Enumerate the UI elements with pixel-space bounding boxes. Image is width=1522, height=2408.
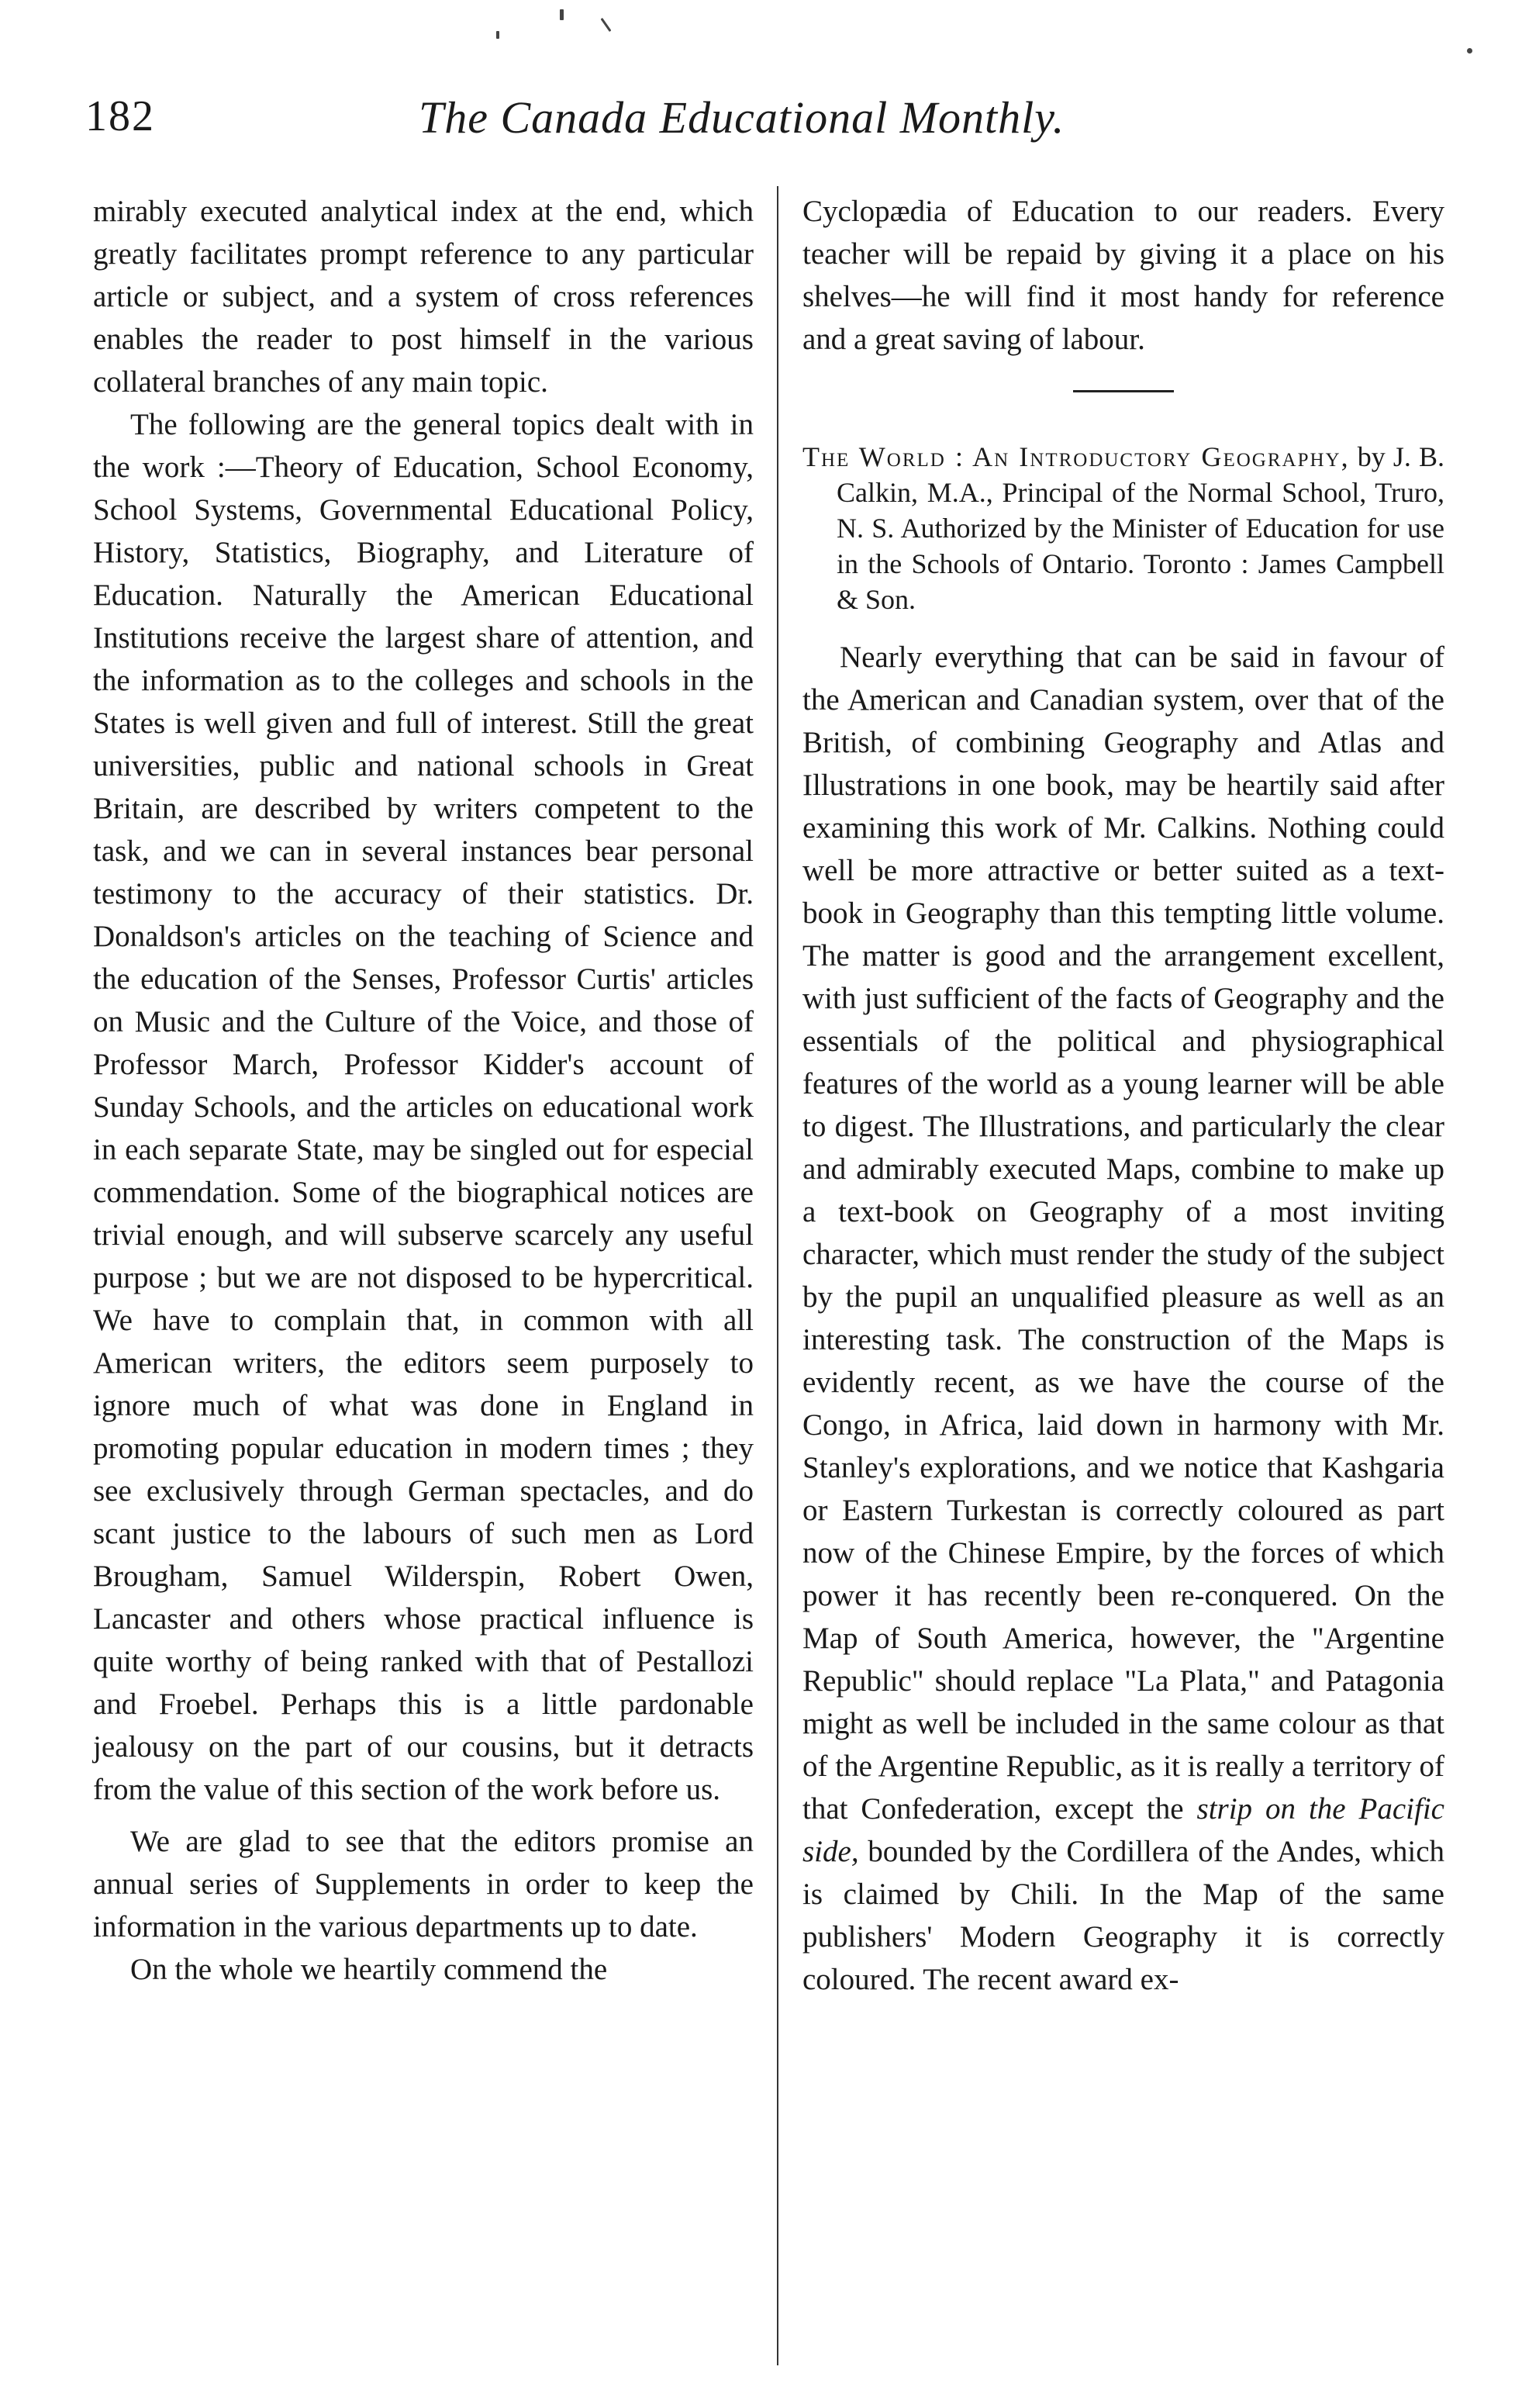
book-details: by J. B. Calkin, M.A., Principal of the Normal School, Truro, N. S. Authorized by the Minister of Education for use in the Schools of Ontario. Toronto : James Campbell & Son.: [837, 441, 1444, 615]
section-divider: [1073, 390, 1174, 392]
page-number: 182: [85, 92, 155, 140]
review-text-b: bounded by the Cordillera of the Andes, which is claimed by Chili. In the Map of the same publishers' Modern Geography it is correctly coloured. The recent award ex-: [802, 1835, 1445, 1996]
book-title: The World : An Introductory Geography,: [802, 441, 1350, 472]
scan-mark: [560, 9, 564, 20]
review-text-italic: strip on the Pacific side,: [802, 1792, 1444, 1868]
right-column: [802, 190, 1444, 2001]
left-paragraph-1: mirably executed analytical index at the end, which greatly facilitates prompt reference to any particular article or subject, and a system of cross references enables the reader to post himself in the various collateral branches of any main topic.: [93, 195, 754, 399]
page-header: [85, 84, 1468, 154]
review-text-a: Nearly everything that can be said in favour of the American and Canadian system, over that of the British, of combining Geography and Atlas and Illustrations in one book, may be heartily said after examining this work of Mr. Calkins. Nothing could well be more attractive or better suited as a text-book in Geography than this tempting little volume. The matter is good and the arrangement excellent, with just sufficient of the facts of Geography and the essentials of the political and physiographical features of the world as a young learner will be able to digest. The Illustrations, and particularly the clear and admirably executed Maps, combine to make up a text-book on Geography of a most inviting character, which must render the study of the subject by the pupil an unqualified pleasure as well as an interesting task. The construction of the Maps is evidently recent, as we have the course of the Congo, in Africa, laid down in harmony with Mr. Stanley's explorations, and we notice that Kashgaria or Eastern Turkestan is correctly coloured as part now of the Chinese Empire, by the forces of which power it has recently been re-conquered. On the Map of South America, however, the "Argentine Republic" should replace "La Plata," and Patagonia might as well be included in the same colour as that of the Argentine Republic, as it is really a territory of that Confederation, except the: [802, 641, 1444, 1826]
left-paragraph-3: We are glad to see that the editors promise an annual series of Supplements in order to keep the information in the various departments up to date.: [93, 1825, 754, 1943]
scan-mark: [601, 18, 612, 32]
left-column: [93, 190, 754, 1991]
scan-mark: [496, 31, 499, 39]
right-paragraph-2: [802, 636, 1444, 2001]
right-paragraph-1: Cyclopædia of Education to our readers. Every teacher will be repaid by giving it a place on his shelves—he will find it most handy for reference and a great saving of labour.: [802, 195, 1444, 356]
left-paragraph-2: The following are the general topics dealt with in the work :—Theory of Education, School Economy, School Systems, Governmental Educational Policy, History, Statistics, Biography, and Literature of Education. Naturally the American Educational Institutions receive the largest share of attention, and the information as to the colleges and schools in the States is well given and full of interest. Still the great universities, public and national schools in Great Britain, are described by writers competent to the task, and we can in several instances bear personal testimony to the accuracy of their statistics. Dr. Donaldson's articles on the teaching of Science and the education of the Senses, Professor Curtis' articles on Music and the Culture of the Voice, and those of Professor March, Professor Kidder's account of Sunday Schools, and the articles on educational work in each separate State, may be singled out for especial commendation. Some of the biographical notices are trivial enough, and will subserve scarcely any useful purpose ; but we are not disposed to be hypercritical. We have to complain that, in common with all American writers, the editors seem purposely to ignore much of what was done in England in promoting popular education in modern times ; they see exclusively through German spectacles, and do scant justice to the labours of such men as Lord Brougham, Samuel Wilderspin, Robert Owen, Lancaster and others whose practical influence is quite worthy of being ranked with that of Pestallozi and Froebel. Perhaps this is a little pardonable jealousy on the part of our cousins, but it detracts from the value of this section of the work before us.: [93, 408, 754, 1806]
scan-mark: [1467, 48, 1472, 54]
running-title: The Canada Educational Monthly.: [419, 92, 1065, 143]
left-paragraph-4: On the whole we heartily commend the: [130, 1953, 608, 1986]
column-divider: [777, 186, 778, 2365]
book-review-heading: [802, 439, 1444, 617]
